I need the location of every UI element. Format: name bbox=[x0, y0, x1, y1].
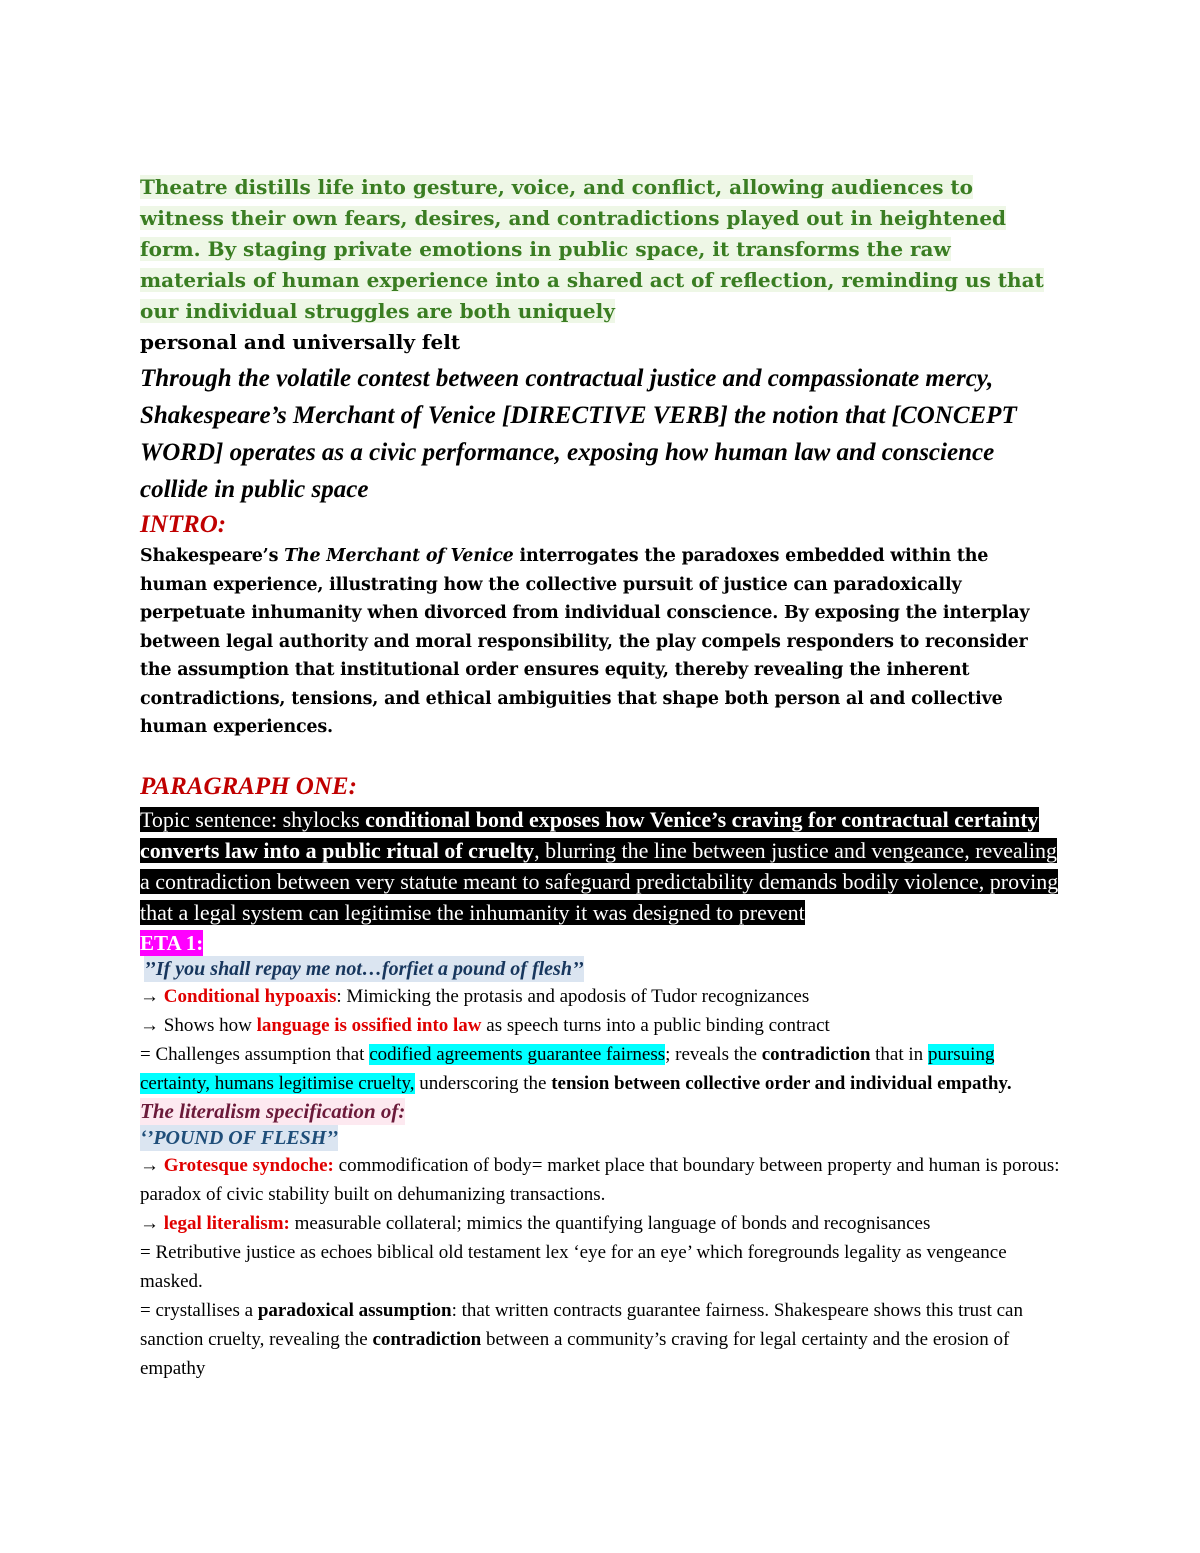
eta-quote-row bbox=[140, 956, 1060, 982]
opening-green-text: Theatre distills life into gesture, voice, and conflict, allowing audiences to witness their own fears, desires, and contradictions played out in heightened form. By staging private emotions in public space, it transforms the raw materials of human experience into a shared act of reflection, reminding us that our individual struggles are both uniquely bbox=[140, 175, 1044, 323]
intro-lead: Shakespeare’s bbox=[140, 546, 285, 566]
note-text: between a community’s craving for legal certainty and the erosion of empathy bbox=[140, 1328, 1010, 1379]
bold-term: tension between collective order and individual empathy. bbox=[551, 1072, 1012, 1094]
arrow-icon: → bbox=[140, 985, 164, 1007]
topic-sentence bbox=[140, 804, 1060, 928]
opening-tail: personal and universally felt bbox=[140, 330, 461, 354]
bold-term: paradoxical assumption bbox=[257, 1299, 452, 1321]
note-text: that in bbox=[870, 1043, 928, 1065]
note-text: = crystallises a bbox=[140, 1299, 258, 1321]
note-text: ; reveals the bbox=[665, 1043, 762, 1065]
note-text: as speech turns into a public binding contract bbox=[481, 1014, 830, 1036]
note-text: : Mimicking the protasis and apodosis of Tudor recognizances bbox=[336, 985, 810, 1007]
intro-body-text: interrogates the paradoxes embedded within the human experience, illustrating how the collective pursuit of justice can paradoxically perpetuate inhumanity when divorced from individual conscience. By exposing the interplay between legal authority and moral responsibility, the play compels responders to reconsider the assumption that institutional order ensures equity, thereby revealing the inherent contradictions, tensions, and ethical ambiguities that shape both person al and collective human experiences. bbox=[140, 546, 1030, 737]
bold-term: contradiction bbox=[761, 1043, 871, 1065]
bold-term: contradiction bbox=[372, 1328, 482, 1350]
literalism-heading-row bbox=[140, 1098, 1060, 1125]
technique-legal-literalism: legal literalism: bbox=[163, 1212, 290, 1234]
arrow-icon: → bbox=[140, 1212, 164, 1234]
note-text: underscoring the bbox=[414, 1072, 552, 1094]
spacer bbox=[140, 742, 1060, 770]
technique-grotesque-syndoche: Grotesque syndoche: bbox=[163, 1154, 334, 1176]
pound-of-flesh-quote: ‘’POUND OF FLESH’’ bbox=[140, 1126, 339, 1149]
eta-note-2 bbox=[140, 1011, 1060, 1040]
literalism-note-1 bbox=[140, 1151, 1060, 1209]
eta-note-1 bbox=[140, 982, 1060, 1011]
technique-conditional-hypoaxis: Conditional hypoaxis bbox=[163, 985, 337, 1007]
document-page bbox=[140, 172, 1060, 1383]
intro-paragraph bbox=[140, 542, 1060, 742]
topic-sentence-highlight bbox=[140, 807, 1058, 925]
eta-label: ETA 1: bbox=[140, 930, 204, 955]
eta-note-3 bbox=[140, 1040, 1060, 1098]
topic-rest: , blurring the line between justice and vengeance, revealing a contradiction between very statute meant to safeguard predictability demands bodily violence, proving that a legal system can legitimise the inhumanity it was designed to prevent bbox=[140, 837, 1059, 925]
intro-heading: INTRO: bbox=[140, 511, 227, 538]
topic-lead: Topic sentence: shylocks bbox=[140, 806, 366, 832]
topic-bold: conditional bond exposes how Venice’s craving for contractual certainty converts law into a public ritual of cruelty bbox=[140, 806, 1039, 863]
eta-quote: ’’If you shall repay me not…forfiet a pound of flesh’’ bbox=[144, 957, 584, 980]
note-text: → Shows how bbox=[140, 1014, 257, 1036]
play-title: The Merchant of Venice bbox=[284, 546, 514, 566]
paragraph-one-heading: PARAGRAPH ONE: bbox=[140, 772, 357, 800]
note-text: = Challenges assumption that bbox=[140, 1043, 370, 1065]
thesis-statement: Through the volatile contest between contractual justice and compassionate mercy, Shakespeare’s Merchant of Venice [DIRECTIVE VERB] the notion that [CONCEPT WORD] operates as a civic performance, exposing how human law and conscience collide in public space bbox=[140, 365, 1017, 503]
pound-of-flesh-row bbox=[140, 1125, 1060, 1151]
ossified-law-phrase: language is ossified into law bbox=[256, 1014, 482, 1036]
literalism-heading: The literalism specification of: bbox=[140, 1098, 406, 1123]
note-text: measurable collateral; mimics the quantifying language of bonds and recognisances bbox=[289, 1212, 931, 1234]
literalism-note-2 bbox=[140, 1209, 1060, 1238]
literalism-note-3: = Retributive justice as echoes biblical old testament lex ‘eye for an eye’ which foregrounds legality as vengeance masked. bbox=[140, 1241, 1007, 1292]
cyan-highlight-phrase: pursuing certainty, humans legitimise cruelty, bbox=[140, 1043, 995, 1094]
arrow-icon: → bbox=[140, 1154, 164, 1176]
eta-label-row bbox=[140, 928, 1060, 956]
note-text: : that written contracts guarantee fairness. Shakespeare shows this trust can sanction cruelty, revealing the bbox=[140, 1299, 1023, 1350]
note-text: commodification of body= market place that boundary between property and human is porous: paradox of civic stability built on dehumanizing transactions. bbox=[140, 1154, 1060, 1205]
opening-paragraph bbox=[140, 172, 1060, 327]
cyan-highlight-phrase: codified agreements guarantee fairness bbox=[369, 1043, 666, 1065]
literalism-note-4 bbox=[140, 1296, 1060, 1383]
